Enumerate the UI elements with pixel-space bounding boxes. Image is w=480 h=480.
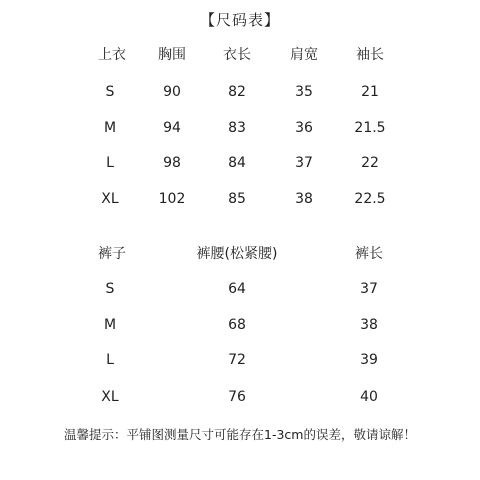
table-row xyxy=(0,278,480,300)
tops-header-category: 上衣 xyxy=(98,47,126,63)
size-label: L xyxy=(106,155,114,171)
tops-header-length: 衣长 xyxy=(223,47,251,63)
table-row xyxy=(0,386,480,408)
table-row xyxy=(0,314,480,336)
chest-value: 94 xyxy=(163,120,181,136)
pants-length-value: 40 xyxy=(360,389,378,405)
waist-value: 64 xyxy=(228,281,246,297)
chest-value: 102 xyxy=(158,191,186,207)
size-label: XL xyxy=(101,389,119,405)
table-row xyxy=(0,117,480,139)
pants-header-waist: 裤腰(松紧腰) xyxy=(196,246,278,262)
length-value: 84 xyxy=(228,155,246,171)
sleeve-value: 22 xyxy=(361,155,379,171)
shoulder-value: 37 xyxy=(295,155,313,171)
pants-header-category: 裤子 xyxy=(98,246,126,262)
size-label: M xyxy=(103,317,117,333)
size-label: S xyxy=(105,84,115,100)
length-value: 83 xyxy=(228,120,246,136)
pants-length-value: 39 xyxy=(360,352,378,368)
shoulder-value: 35 xyxy=(295,84,313,100)
size-label: XL xyxy=(101,191,119,207)
chest-value: 90 xyxy=(163,84,181,100)
table-row xyxy=(0,152,480,174)
length-value: 85 xyxy=(228,191,246,207)
size-label: L xyxy=(106,352,114,368)
table-row xyxy=(0,349,480,371)
sleeve-value: 22.5 xyxy=(354,191,386,207)
waist-value: 68 xyxy=(228,317,246,333)
table-row xyxy=(0,81,480,103)
measurement-note: 温馨提示：平铺图测量尺寸可能存在1-3cm的误差，敬请谅解！ xyxy=(64,427,416,442)
chest-value: 98 xyxy=(163,155,181,171)
shoulder-value: 38 xyxy=(295,191,313,207)
tops-header-row xyxy=(0,44,480,66)
page-title: 【尺码表】 xyxy=(199,11,280,29)
pants-header-length: 裤长 xyxy=(355,246,383,262)
tops-header-shoulder: 肩宽 xyxy=(290,47,318,63)
table-row xyxy=(0,188,480,210)
size-label: S xyxy=(105,281,115,297)
tops-header-sleeve: 袖长 xyxy=(356,47,384,63)
pants-length-value: 38 xyxy=(360,317,378,333)
waist-value: 72 xyxy=(228,352,246,368)
sleeve-value: 21 xyxy=(361,84,379,100)
pants-header-row xyxy=(0,243,480,265)
size-label: M xyxy=(103,120,117,136)
tops-header-chest: 胸围 xyxy=(158,47,186,63)
sleeve-value: 21.5 xyxy=(354,120,386,136)
waist-value: 76 xyxy=(228,389,246,405)
shoulder-value: 36 xyxy=(295,120,313,136)
length-value: 82 xyxy=(228,84,246,100)
pants-length-value: 37 xyxy=(360,281,378,297)
